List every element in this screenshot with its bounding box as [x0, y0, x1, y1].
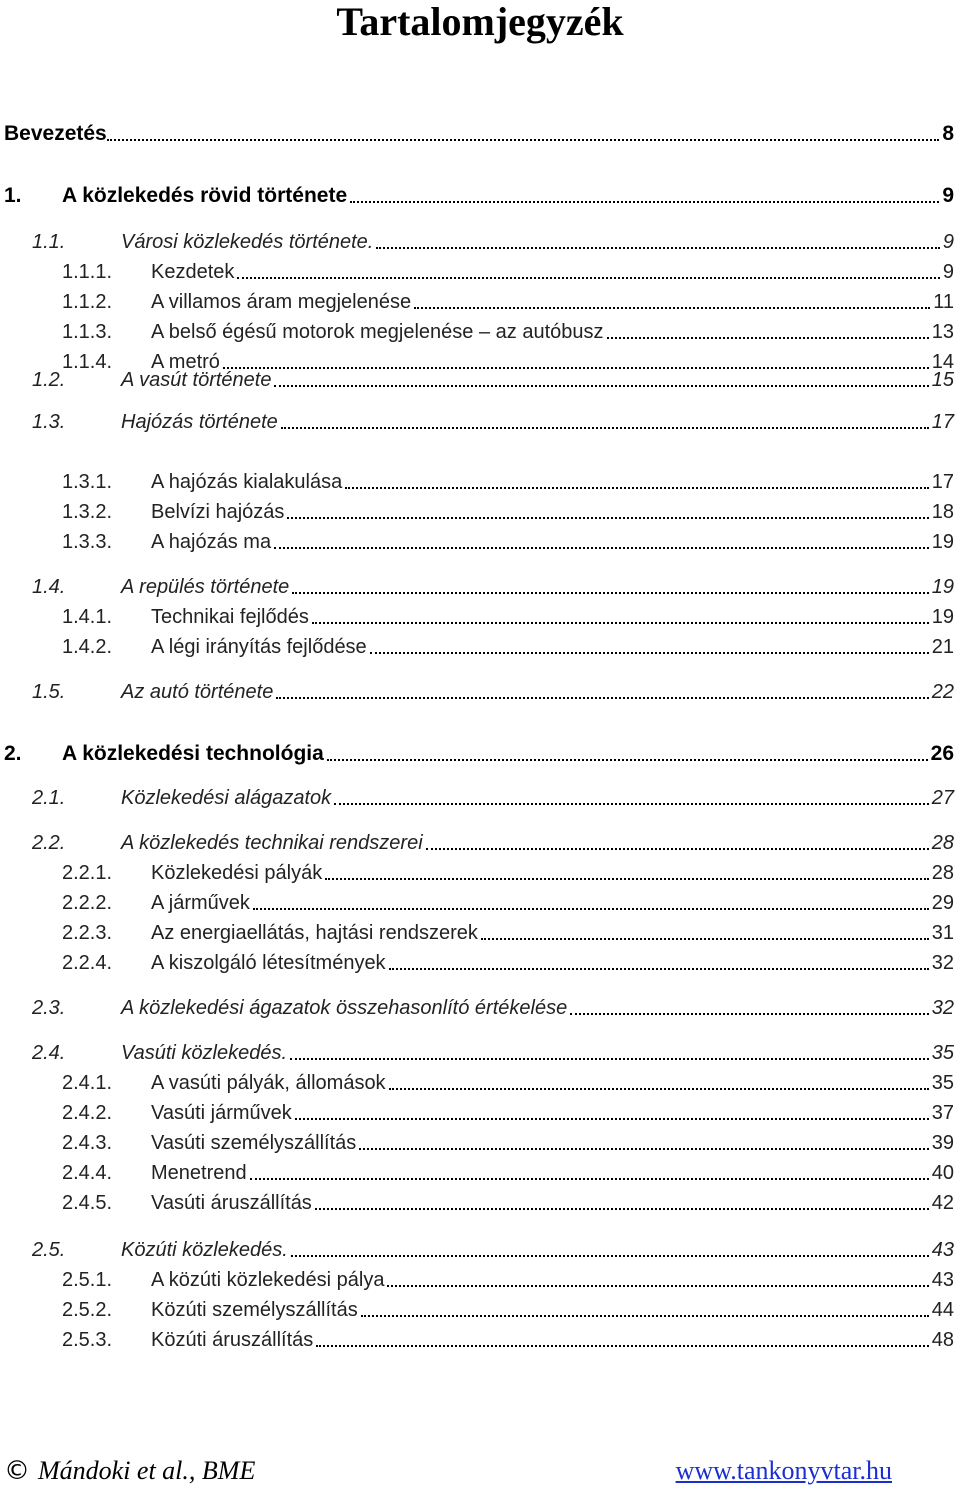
toc-entry-number: 2.4.2.: [62, 1102, 113, 1124]
toc-entry-label: A járművek: [151, 892, 250, 914]
toc-entry[interactable]: [0, 919, 954, 945]
toc-leader-dots: [426, 847, 929, 850]
toc-entry-label: A vasúti pályák, állomások: [151, 1072, 386, 1094]
toc-entry-page: 28: [931, 862, 954, 884]
toc-entry-number: 1.1.1.: [62, 261, 113, 283]
toc-entry[interactable]: [0, 1266, 954, 1292]
toc-entry-page: 40: [931, 1162, 954, 1184]
toc-entry-label: A hajózás kialakulása: [151, 471, 343, 493]
toc-entry[interactable]: [0, 829, 954, 855]
toc-entry-label: A belső égésű motorok megjelenése – az autóbusz: [151, 321, 604, 343]
toc-entry-number: 2.4.: [32, 1042, 66, 1064]
toc-entry-label: Az autó története: [121, 681, 274, 703]
footer-author-text: Mándoki et al., BME: [38, 1456, 256, 1485]
toc-entry[interactable]: [0, 994, 954, 1020]
toc-leader-dots: [281, 426, 929, 429]
toc-entry[interactable]: [0, 1326, 954, 1352]
toc-leader-dots: [359, 1147, 928, 1150]
toc-entry-number: 1.1.4.: [62, 351, 113, 373]
toc-leader-dots: [481, 937, 929, 940]
toc-entry-page: 27: [931, 787, 954, 809]
toc-leader-dots: [295, 1117, 929, 1120]
toc-entry-label: A közlekedési technológia: [62, 742, 324, 765]
toc-entry-page: 19: [931, 576, 954, 598]
toc-leader-dots: [290, 1057, 929, 1060]
toc-entry-number: 1.1.2.: [62, 291, 113, 313]
toc-entry-label: A vasút története: [121, 369, 272, 391]
toc-entry[interactable]: [0, 1159, 954, 1185]
toc-leader-dots: [389, 967, 929, 970]
toc-entry-number: 2.5.2.: [62, 1299, 113, 1321]
toc-entry-page: 42: [931, 1192, 954, 1214]
toc-entry-number: 2.5.3.: [62, 1329, 113, 1351]
toc-leader-dots: [350, 200, 939, 203]
toc-entry-number: 1.3.1.: [62, 471, 113, 493]
toc-leader-dots: [274, 546, 929, 549]
toc-entry-number: 1.1.3.: [62, 321, 113, 343]
toc-entry-number: 1.3.: [32, 411, 66, 433]
toc-entry-page: 39: [931, 1132, 954, 1154]
toc-entry-number: 1.5.: [32, 681, 66, 703]
toc-entry-page: 31: [931, 922, 954, 944]
toc-entry-number: 2.2.1.: [62, 862, 113, 884]
toc-entry-label: Vasúti személyszállítás: [151, 1132, 357, 1154]
toc-entry-label: Közúti közlekedés.: [121, 1239, 288, 1261]
toc-leader-dots: [276, 696, 928, 699]
toc-entry[interactable]: [0, 1039, 954, 1065]
toc-leader-dots: [237, 276, 939, 279]
toc-leader-dots: [327, 758, 928, 761]
toc-entry-page: 26: [930, 742, 954, 765]
toc-entry[interactable]: [0, 1129, 954, 1155]
toc-entry-label: A metró: [151, 351, 220, 373]
toc-entry-label: A kiszolgáló létesítmények: [151, 952, 386, 974]
toc-entry-number: 2.5.1.: [62, 1269, 113, 1291]
toc-entry-label: Közlekedési alágazatok: [121, 787, 332, 809]
toc-entry-page: 9: [942, 261, 954, 283]
toc-entry-number: 2.4.4.: [62, 1162, 113, 1184]
toc-entry[interactable]: [0, 228, 954, 254]
toc-leader-dots: [325, 877, 929, 880]
toc-entry-number: 2.4.5.: [62, 1192, 113, 1214]
toc-entry-label: A villamos áram megjelenése: [151, 291, 412, 313]
toc-entry-label: Kezdetek: [151, 261, 235, 283]
toc-leader-dots: [274, 384, 928, 387]
toc-entry-number: 2.4.1.: [62, 1072, 113, 1094]
toc-entry[interactable]: [0, 258, 954, 284]
toc-entry-page: 32: [931, 952, 954, 974]
toc-leader-dots: [387, 1284, 928, 1287]
toc-entry-number: 2.4.3.: [62, 1132, 113, 1154]
toc-entry-page: 22: [931, 681, 954, 703]
toc-leader-dots: [287, 516, 928, 519]
toc-leader-dots: [315, 1207, 929, 1210]
toc-entry-label: Az energiaellátás, hajtási rendszerek: [151, 922, 478, 944]
copyright-icon: ©: [4, 1456, 30, 1486]
toc-leader-dots: [292, 591, 928, 594]
toc-entry-page: 43: [931, 1269, 954, 1291]
toc-leader-dots: [316, 1344, 928, 1347]
toc-entry-page: 43: [931, 1239, 954, 1261]
toc-leader-dots: [414, 306, 930, 309]
toc-entry-label: Közúti személyszállítás: [151, 1299, 358, 1321]
toc-entry-page: 13: [931, 321, 954, 343]
toc-leader-dots: [376, 246, 940, 249]
toc-entry[interactable]: [0, 498, 954, 524]
toc-entry[interactable]: [0, 1189, 954, 1215]
toc-entry[interactable]: [0, 1099, 954, 1125]
toc-entry-number: 2.2.4.: [62, 952, 113, 974]
toc-entry-label: A légi irányítás fejlődése: [151, 636, 367, 658]
toc-leader-dots: [250, 1177, 929, 1180]
toc-leader-dots: [312, 621, 929, 624]
toc-entry-label: A közlekedési ágazatok összehasonlító értékelése: [121, 997, 568, 1019]
toc-entry-page: 37: [931, 1102, 954, 1124]
toc-entry-page: 21: [931, 636, 954, 658]
toc-entry-page: 29: [931, 892, 954, 914]
toc-entry[interactable]: [0, 949, 954, 975]
page-title: Tartalomjegyzék: [336, 0, 624, 44]
toc-entry[interactable]: [0, 603, 954, 629]
toc-leader-dots: [389, 1087, 929, 1090]
toc-leader-dots: [253, 907, 929, 910]
toc-entry-page: 19: [931, 531, 954, 553]
toc-leader-dots: [607, 336, 929, 339]
toc-entry-number: 2.2.3.: [62, 922, 113, 944]
toc-entry-number: 2.2.2.: [62, 892, 113, 914]
toc-entry[interactable]: [0, 468, 954, 494]
toc-entry-page: 9: [942, 231, 954, 253]
toc-entry-page: 19: [931, 606, 954, 628]
toc-entry[interactable]: [0, 408, 954, 434]
toc-entry-label: Hajózás története: [121, 411, 278, 433]
toc-entry-number: 2.: [4, 742, 22, 765]
toc-entry-page: 48: [931, 1329, 954, 1351]
toc-leader-dots: [570, 1012, 929, 1015]
toc-entry-number: 2.2.: [32, 832, 66, 854]
toc-entry-number: 1.4.2.: [62, 636, 113, 658]
toc-entry-number: 1.2.: [32, 369, 66, 391]
toc-leader-dots: [291, 1254, 929, 1257]
toc-leader-dots: [370, 651, 929, 654]
toc-entry-page: 11: [933, 291, 954, 313]
toc-entry-number: 2.1.: [32, 787, 66, 809]
toc-entry[interactable]: [0, 1069, 954, 1095]
footer-author: [4, 1456, 255, 1486]
toc-entry-label: A közlekedés rövid története: [62, 184, 348, 207]
footer-url-link[interactable]: www.tankonyvtar.hu: [675, 1456, 892, 1485]
toc-entry[interactable]: [0, 182, 954, 208]
toc-entry[interactable]: [0, 318, 954, 344]
toc-entry-page: 28: [931, 832, 954, 854]
toc-entry-page: 35: [931, 1042, 954, 1064]
toc-entry-page: 15: [931, 369, 954, 391]
toc-entry[interactable]: [0, 633, 954, 659]
toc-entry-label: Vasúti közlekedés.: [121, 1042, 288, 1064]
toc-entry[interactable]: [0, 288, 954, 314]
toc-entry[interactable]: [0, 120, 954, 146]
toc-leader-dots: [334, 802, 929, 805]
toc-entry-number: 1.1.: [32, 231, 66, 253]
toc-entry-label: A hajózás ma: [151, 531, 272, 553]
toc-entry-page: 44: [931, 1299, 954, 1321]
toc-entry[interactable]: [0, 528, 954, 554]
toc-entry-page: 18: [931, 501, 954, 523]
toc-entry-page: 9: [942, 184, 954, 207]
toc-entry-label: A közlekedés technikai rendszerei: [121, 832, 423, 854]
toc-entry-number: 1.4.: [32, 576, 66, 598]
toc-entry-number: 1.4.1.: [62, 606, 113, 628]
toc-entry-label: Vasúti áruszállítás: [151, 1192, 312, 1214]
toc-entry-number: Bevezetés: [4, 122, 107, 145]
toc-leader-dots: [345, 486, 929, 489]
toc-entry[interactable]: [0, 1236, 954, 1262]
toc-leader-dots: [361, 1314, 929, 1317]
toc-entry-page: 8: [942, 122, 954, 145]
toc-entry[interactable]: [0, 1296, 954, 1322]
toc-entry-number: 2.3.: [32, 997, 66, 1019]
toc-entry-label: Közlekedési pályák: [151, 862, 323, 884]
toc-entry-page: 17: [931, 471, 954, 493]
toc-entry[interactable]: [0, 889, 954, 915]
toc-entry-label: Technikai fejlődés: [151, 606, 309, 628]
toc-entry[interactable]: [0, 678, 954, 704]
toc-entry-label: Városi közlekedés története.: [121, 231, 374, 253]
toc-entry-label: Vasúti járművek: [151, 1102, 292, 1124]
toc-entry[interactable]: [0, 784, 954, 810]
toc-entry-number: 2.5.: [32, 1239, 66, 1261]
toc-entry[interactable]: [0, 573, 954, 599]
toc-entry-label: A közúti közlekedési pálya: [151, 1269, 385, 1291]
toc-entry-number: 1.3.2.: [62, 501, 113, 523]
toc-entry[interactable]: [0, 859, 954, 885]
toc-entry-label: Menetrend: [151, 1162, 247, 1184]
toc-entry[interactable]: [0, 740, 954, 766]
toc-entry-page: 32: [931, 997, 954, 1019]
toc-entry-page: 35: [931, 1072, 954, 1094]
toc-entry-page: 17: [931, 411, 954, 433]
toc-leader-dots: [107, 138, 939, 141]
toc-entry-number: 1.3.3.: [62, 531, 113, 553]
toc-entry[interactable]: [0, 366, 954, 392]
toc-entry-number: 1.: [4, 184, 22, 207]
toc-entry-page: 14: [931, 351, 954, 373]
toc-entry-label: Belvízi hajózás: [151, 501, 285, 523]
toc-entry-label: A repülés története: [121, 576, 290, 598]
toc-entry-label: Közúti áruszállítás: [151, 1329, 314, 1351]
